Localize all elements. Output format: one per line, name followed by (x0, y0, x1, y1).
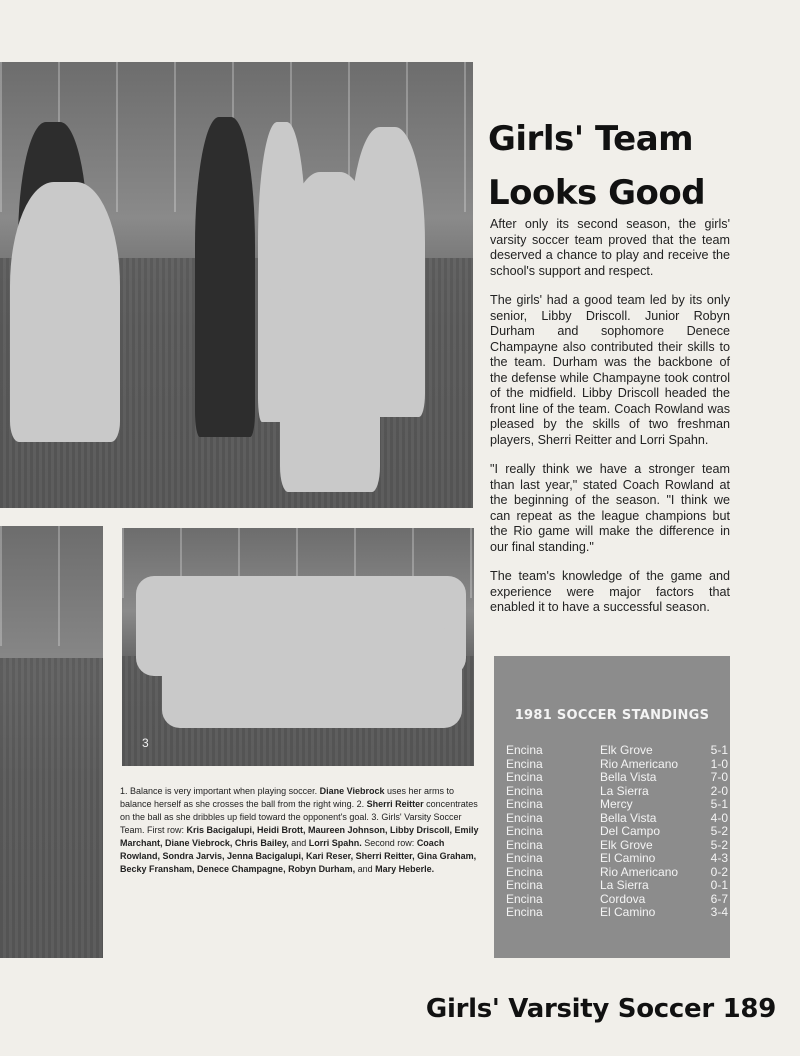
standings-row (506, 906, 728, 920)
caption-first-row-names: Kris Bacigalupi, Heidi Brott, Maureen Johnson, Libby Driscoll, Emily Marchant, Diane Viebrock, Chris Bailey, (120, 825, 479, 848)
standings-row (506, 812, 728, 826)
player-dribbling-figure (280, 172, 380, 492)
standings-row (506, 893, 728, 907)
standings-team: Encina (506, 810, 543, 825)
standings-opponent: El Camino (600, 905, 656, 919)
article-paragraph: The team's knowledge of the game and experience were major factors that enabled it to have a successful season. (490, 569, 730, 614)
standings-box (494, 656, 730, 958)
article-title (488, 112, 705, 220)
photo-caption (120, 785, 480, 876)
team-row-front (162, 628, 462, 728)
photo-soccer-action (0, 62, 473, 508)
standings-row (506, 839, 728, 853)
standings-score: 5-1 (710, 743, 728, 757)
standings-team: Encina (506, 824, 543, 838)
fence-background (0, 526, 103, 646)
standings-opponent: Bella Vista (600, 810, 657, 825)
standings-score: 5-2 (710, 824, 728, 838)
standings-row (506, 758, 728, 772)
article-paragraph: The girls' had a good team led by its only senior, Libby Driscoll. Junior Robyn Durham and sophomore Denece Champayne also contributed their skills to the team. Durham was the backbone of the defense while Champayne took control of the midfield. Libby Driscoll headed the front line of the team. Coach Rowland was pleased by the skills of two freshman players, Sherri Reitter and Lorri Spahn. (490, 293, 730, 447)
standings-team: Encina (506, 864, 543, 879)
standings-row (506, 825, 728, 839)
page-footer (426, 994, 776, 1024)
standings-score: 5-1 (710, 797, 728, 811)
standings-score: 0-2 (710, 864, 728, 879)
standings-opponent: Cordova (600, 891, 646, 906)
standings-opponent: El Camino (600, 851, 656, 865)
photo-team (122, 528, 474, 766)
caption-text: and (355, 864, 376, 874)
spectator-figure (195, 117, 255, 437)
caption-name: Diane Viebrock (319, 786, 385, 796)
caption-second-row-names: Coach Rowland, Sondra Jarvis, Jenna Bacigalupi, Kari Reser, Sherri Reitter, Gina Graham, Becky Fransham, Denece Champagne, Robyn Durham, (120, 838, 477, 874)
caption-text: and (288, 838, 309, 848)
standings-team: Encina (506, 770, 543, 784)
player-kicking-figure (10, 182, 120, 442)
standings-opponent: Rio Americano (600, 756, 679, 771)
standings-team: Encina (506, 783, 543, 798)
standings-team: Encina (506, 878, 543, 892)
standings-row (506, 852, 728, 866)
standings-team: Encina (506, 756, 543, 771)
standings-team: Encina (506, 743, 543, 757)
article-body (490, 217, 730, 630)
standings-opponent: Del Campo (600, 824, 661, 838)
photo-number: 3 (142, 736, 149, 750)
standings-opponent: La Sierra (600, 783, 649, 798)
standings-score: 6-7 (710, 891, 728, 906)
title-line-1: Girls' Team (488, 119, 694, 159)
standings-score: 2-0 (710, 783, 728, 798)
standings-opponent: Mercy (600, 797, 633, 811)
standings-row (506, 879, 728, 893)
standings-table (506, 744, 728, 920)
standings-score: 4-0 (710, 810, 728, 825)
standings-row (506, 785, 728, 799)
caption-name: Mary Heberle. (375, 864, 435, 874)
standings-title: 1981 SOCCER STANDINGS (514, 708, 710, 723)
footer-section-title: Girls' Varsity Soccer (425, 994, 714, 1024)
standings-opponent: Elk Grove (600, 837, 653, 852)
photo-player-dribbling (0, 526, 103, 958)
standings-score: 5-2 (710, 837, 728, 852)
standings-row (506, 866, 728, 880)
caption-name: Sherri Reitter (366, 799, 424, 809)
standings-team: Encina (506, 891, 543, 906)
footer-page-number: 189 (722, 994, 776, 1024)
standings-team: Encina (506, 905, 543, 919)
standings-team: Encina (506, 797, 543, 811)
standings-score: 3-4 (710, 905, 728, 919)
standings-opponent: La Sierra (600, 878, 649, 892)
caption-text: concentrates on the ball as she dribbles up field toward the opponent's goal. 3. Girls' Varsity Soccer Team. First row: (120, 799, 478, 835)
standings-team: Encina (506, 851, 543, 865)
grass-field (0, 658, 103, 958)
standings-team: Encina (506, 837, 543, 852)
standings-opponent: Elk Grove (600, 743, 653, 757)
standings-row (506, 744, 728, 758)
standings-opponent: Rio Americano (600, 864, 679, 879)
standings-score: 4-3 (710, 851, 728, 865)
standings-opponent: Bella Vista (600, 770, 657, 784)
standings-score: 7-0 (710, 770, 728, 784)
caption-name: Lorri Spahn. (308, 838, 362, 848)
article-paragraph: "I really think we have a stronger team than last year," stated Coach Rowland at the beginning of the season. "I think we can repeat as the league champions but the Rio game will make the difference in our final standing." (490, 462, 730, 554)
caption-text: uses her arms to balance herself as she crosses the ball from the right wing. 2. (120, 786, 455, 809)
article-paragraph: After only its second season, the girls' varsity soccer team proved that the team deserved a chance to play and receive the school's support and respect. (490, 217, 730, 278)
title-line-2: Looks Good (488, 173, 706, 213)
caption-text: 1. Balance is very important when playing soccer. (120, 786, 320, 796)
caption-text: Second row: (361, 838, 417, 848)
standings-score: 1-0 (710, 756, 728, 771)
standings-row (506, 771, 728, 785)
standings-row (506, 798, 728, 812)
standings-score: 0-1 (710, 878, 728, 892)
